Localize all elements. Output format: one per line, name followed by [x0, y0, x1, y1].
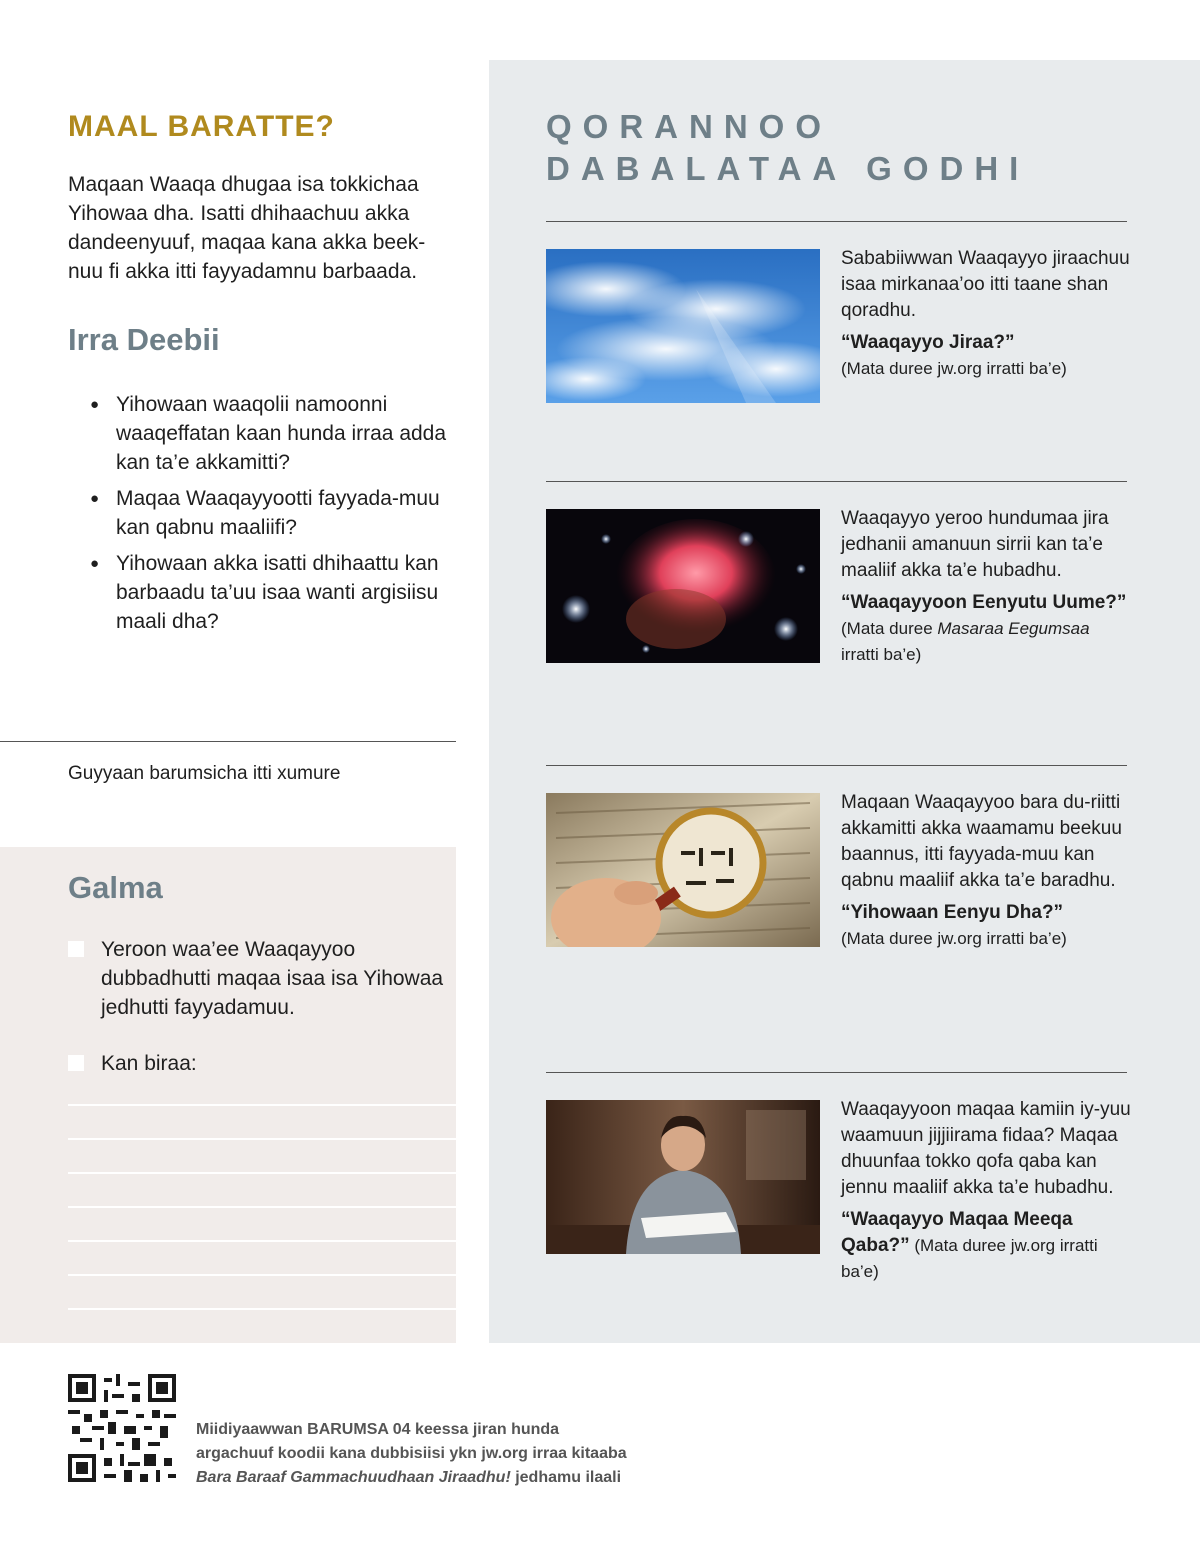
footer-note: Miidiyaawwan BARUMSA 04 keessa jiran hunda argachuuf koodii kana dubbisiisi ykn jw.org irraa kitaaba Bara Baraaf Gammachuudhaan Jiraadhu! jedhamu ilaali	[196, 1421, 627, 1486]
article-title-link[interactable]: “Waaqayyoon Eenyutu Uume?”	[841, 592, 1127, 613]
article-title-link[interactable]: “Waaqayyo Jiraa?”	[841, 332, 1015, 353]
item-divider	[546, 1072, 1127, 1073]
item-divider	[546, 765, 1127, 766]
study-item-text: Waaqayyoon maqaa kamiin iy-yuu waamuun jijjiirama fidaa? Maqaa dhuunfaa tokko qofa qaba kan jennu maaliif akka ta’e hubadhu. “Waaqayyo Maqaa Meeqa Qaba?” (Mata duree jw.org irratti ba’e)	[841, 1099, 1131, 1281]
goal-title: Galma	[68, 870, 163, 905]
goal-box	[0, 847, 456, 1343]
goal-text: Kan biraa:	[101, 1052, 197, 1075]
study-item-text: Maqaan Waaqayyoo bara du-riitti akkamitti akka waamamu beekuu baannus, itti fayyada-muu kan qabnu maaliif akka ta’e baradhu. “Yihowaan Eenyu Dha?” (Mata duree jw.org irratti ba’e)	[841, 792, 1122, 948]
review-title: Irra Deebii	[68, 322, 220, 357]
intro-paragraph: Maqaan Waaqa dhugaa isa tokkichaa Yihowaa dha. Isatti dhihaachuu akka dandeenyuuf, maqaa kana akka beek-nuu fi akka itti fayyadamnu barbaada.	[68, 173, 426, 283]
man-reading-image[interactable]	[546, 1100, 820, 1254]
qr-code-icon[interactable]	[68, 1374, 176, 1482]
writing-line[interactable]	[68, 1172, 456, 1174]
magnifying-glass-hebrew-image[interactable]	[546, 793, 820, 947]
date-label: Guyyaan barumsicha itti xumure	[68, 763, 341, 784]
goal-checkbox[interactable]	[68, 941, 84, 957]
review-question: ● Maqaa Waaqayyootti fayyada-muu kan qabnu maaliifi?	[90, 484, 450, 542]
clouds-sky-image[interactable]	[546, 249, 820, 403]
writing-line[interactable]	[68, 1274, 456, 1276]
bullet-icon: ●	[90, 490, 100, 507]
review-question: ● Yihowaan waaqolii namoonni waaqeffatan kaan hunda irraa adda kan ta’e akkamitti?	[90, 390, 450, 477]
writing-line[interactable]	[68, 1308, 456, 1310]
section-title: MAAL BARATTE?	[68, 110, 335, 143]
goal-item-other	[68, 1049, 458, 1079]
nebula-space-image[interactable]	[546, 509, 820, 663]
review-questions-list	[90, 390, 450, 643]
study-item-text: Sababiiwwan Waaqayyo jiraachuu isaa mirkanaa’oo itti taane shan qoradhu. “Waaqayyo Jiraa?” (Mata duree jw.org irratti ba’e)	[841, 248, 1130, 378]
goal-checkbox[interactable]	[68, 1055, 84, 1071]
bullet-icon: ●	[90, 555, 100, 572]
item-divider	[546, 221, 1127, 222]
writing-line[interactable]	[68, 1206, 456, 1208]
bullet-icon: ●	[90, 396, 100, 413]
item-divider	[546, 481, 1127, 482]
writing-line[interactable]	[68, 1138, 456, 1140]
article-title-link[interactable]: “Waaqayyo Maqaa Meeqa Qaba?”	[841, 1209, 1073, 1256]
date-divider	[0, 741, 456, 742]
further-study-title: QORANNOO DABALATAA GODHI	[546, 108, 1030, 187]
goal-text: Yeroon waa’ee Waaqayyoo dubbadhutti maqaa isaa isa Yihowaa jedhutti fayyadamuu.	[101, 938, 444, 1019]
article-title-link[interactable]: “Yihowaan Eenyu Dha?”	[841, 902, 1064, 923]
goal-item	[68, 935, 458, 1025]
study-item-text: Waaqayyo yeroo hundumaa jira jedhanii amanuun sirrii kan ta’e maaliif akka ta’e hubadhu. “Waaqayyoon Eenyutu Uume?” (Mata duree Masaraa Eegumsaa irratti ba’e)	[841, 508, 1127, 664]
writing-line[interactable]	[68, 1240, 456, 1242]
review-question: ● Yihowaan akka isatti dhihaattu kan barbaadu ta’uu isaa wanti argisiisu maali dha?	[90, 549, 450, 636]
writing-line[interactable]	[68, 1104, 456, 1106]
